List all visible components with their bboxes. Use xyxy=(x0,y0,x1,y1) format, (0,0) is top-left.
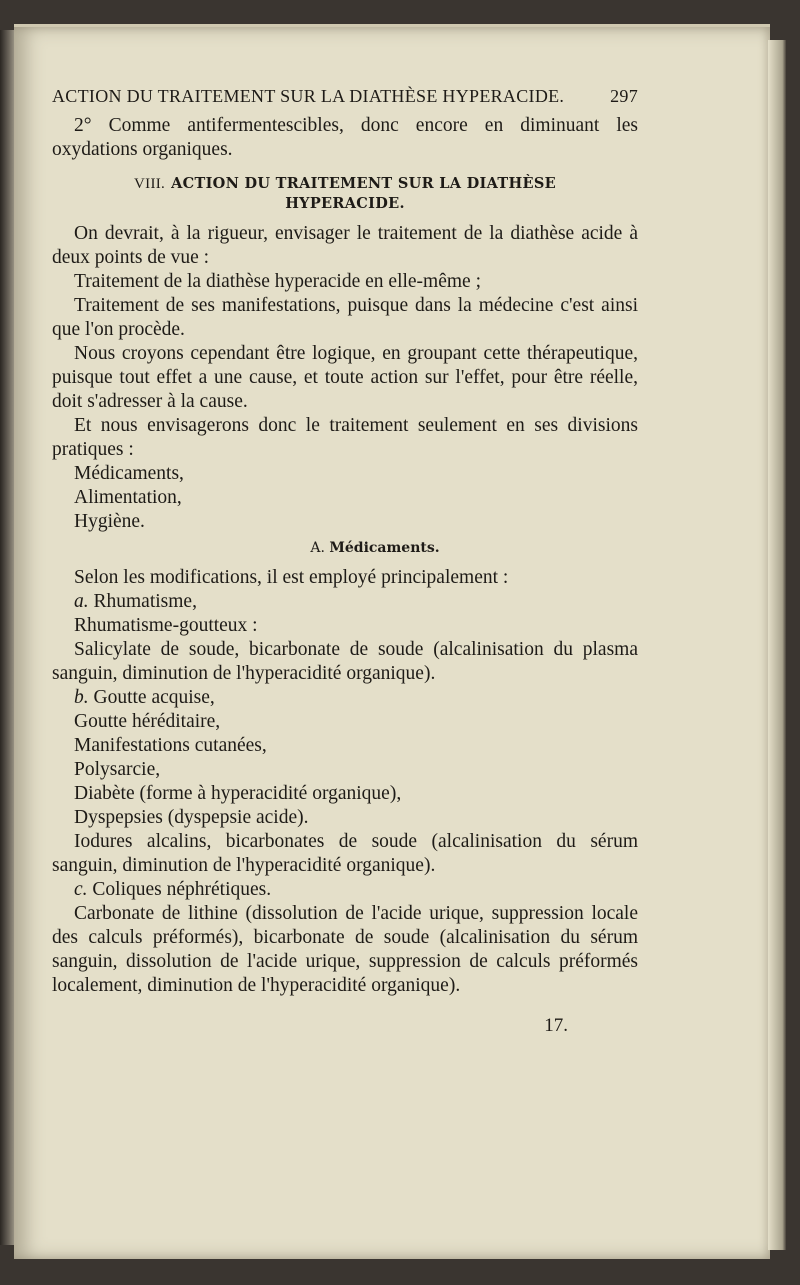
treatment-paragraph: Carbonate de lithine (dissolution de l'acide urique, suppression locale des calculs préformés), bicarbonate de soude (alcalinisation du sérum sanguin, dissolution de l'acide urique, suppression de calculs préformés localement, diminution de l'hyperacidité organique). xyxy=(52,903,638,996)
list-item xyxy=(52,878,638,902)
list-item xyxy=(52,590,638,614)
running-head xyxy=(52,84,638,108)
paragraph: Nous croyons cependant être logique, en groupant cette thérapeutique, puisque tout effet a une cause, et toute action sur l'effet, pour être réelle, doit s'adresser à la cause. xyxy=(52,343,638,412)
signature-mark: 17. xyxy=(544,1015,568,1036)
list-item: Dyspepsies (dyspepsie acide). xyxy=(74,807,309,828)
section-title-line2: HYPERACIDE. xyxy=(285,195,405,212)
item-letter: b. xyxy=(74,687,89,708)
list-item: Manifestations cutanées, xyxy=(74,735,267,756)
paragraph: Traitement de ses manifestations, puisque dans la médecine c'est ainsi que l'on procède. xyxy=(52,295,638,340)
item-letter: a. xyxy=(74,591,89,612)
page-edge xyxy=(768,40,786,1250)
subsection-title xyxy=(112,536,638,560)
list-item: Goutte héréditaire, xyxy=(74,711,221,732)
list-item: Médicaments, xyxy=(74,463,184,484)
list-item: Alimentation, xyxy=(74,487,182,508)
item-letter: c. xyxy=(74,879,88,900)
list-item: Polysarcie, xyxy=(74,759,161,780)
item-text: Coliques néphrétiques. xyxy=(92,879,272,900)
running-title: ACTION DU TRAITEMENT SUR LA DIATHÈSE HYPERACIDE. xyxy=(52,86,565,106)
list-item: Diabète (forme à hyperacidité organique), xyxy=(74,783,402,804)
paragraph: Traitement de la diathèse hyperacide en elle-même ; xyxy=(74,271,481,292)
treatment-paragraph: Salicylate de soude, bicarbonate de soude (alcalinisation du plasma sanguin, diminution de l'hyperacidité organique). xyxy=(52,639,638,684)
section-number: VIII. xyxy=(134,176,166,192)
treatment-paragraph: Iodures alcalins, bicarbonates de soude (alcalinisation du sérum sanguin, diminution de l'hyperacidité organique). xyxy=(52,831,638,876)
paragraph: On devrait, à la rigueur, envisager le traitement de la diathèse acide à deux points de vue : xyxy=(52,223,638,268)
section-title xyxy=(52,174,638,214)
page-number: 297 xyxy=(610,86,638,106)
item-text: Rhumatisme, xyxy=(93,591,197,612)
intro-paragraph: 2° Comme antifermentescibles, donc encore en diminuant les oxydations organiques. xyxy=(52,115,638,160)
section-title-line1: ACTION DU TRAITEMENT SUR LA DIATHÈSE xyxy=(171,175,556,192)
page-content xyxy=(52,84,638,1038)
item-text: Goutte acquise, xyxy=(93,687,215,708)
divisions-list xyxy=(52,462,638,534)
subsection-label: Médicaments. xyxy=(329,540,440,556)
paragraph: Et nous envisagerons donc le traitement seulement en ses divisions pratiques : xyxy=(52,415,638,460)
list-item: Hygiène. xyxy=(74,511,145,532)
paragraph: Selon les modifications, il est employé principalement : xyxy=(74,567,509,588)
subsection-letter: A. xyxy=(310,540,325,556)
list-item xyxy=(52,686,638,710)
list-item: Rhumatisme-goutteux : xyxy=(74,615,258,636)
